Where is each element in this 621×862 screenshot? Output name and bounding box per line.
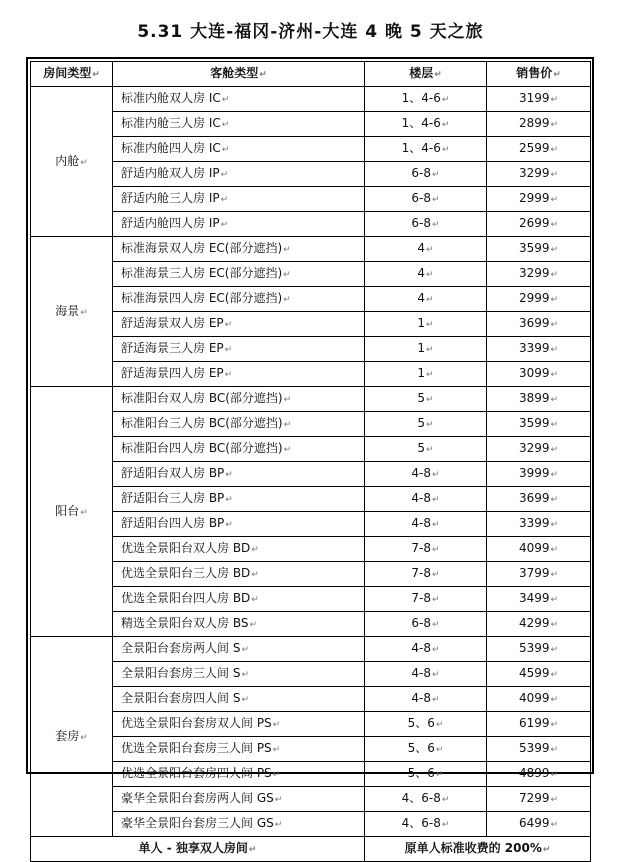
- cabin-type-cell: 标准内舱四人房 IC↵: [113, 137, 365, 162]
- floor-cell: 5、6↵: [365, 762, 487, 787]
- table-row: [31, 337, 591, 362]
- floor-cell: 7-8↵: [365, 537, 487, 562]
- cabin-type-cell: 优选全景阳台三人房 BD↵: [113, 562, 365, 587]
- cabin-type-cell: 全景阳台套房两人间 S↵: [113, 637, 365, 662]
- table-row: [31, 487, 591, 512]
- price-cell: 4599↵: [487, 662, 591, 687]
- price-cell: 3699↵: [487, 312, 591, 337]
- price-cell: 3599↵: [487, 237, 591, 262]
- page-title: 5.31 大连-福冈-济州-大连 4 晚 5 天之旅: [137, 22, 484, 42]
- table-row: [31, 362, 591, 387]
- table-row: [31, 712, 591, 737]
- table-row: [31, 687, 591, 712]
- cabin-type-cell: 标准阳台四人房 BC(部分遮挡)↵: [113, 437, 365, 462]
- price-cell: 3099↵: [487, 362, 591, 387]
- floor-cell: 4↵: [365, 262, 487, 287]
- floor-cell: 4-8↵: [365, 487, 487, 512]
- floor-cell: 5、6↵: [365, 737, 487, 762]
- header-floor: 楼层↵: [365, 62, 487, 87]
- cabin-type-cell: 舒适海景双人房 EP↵: [113, 312, 365, 337]
- footer-value: 原单人标准收费的 200%↵: [365, 837, 591, 862]
- floor-cell: 4-8↵: [365, 462, 487, 487]
- price-cell: 4299↵: [487, 612, 591, 637]
- price-cell: 4899↵: [487, 762, 591, 787]
- floor-cell: 4-8↵: [365, 637, 487, 662]
- floor-cell: 1、4-6↵: [365, 112, 487, 137]
- table-row: [31, 612, 591, 637]
- table-row: [31, 312, 591, 337]
- cabin-type-cell: 舒适海景三人房 EP↵: [113, 337, 365, 362]
- footer-label: 单人 - 独享双人房间↵: [31, 837, 365, 862]
- cabin-type-cell: 优选全景阳台套房三人间 PS↵: [113, 737, 365, 762]
- cabin-type-cell: 豪华全景阳台套房三人间 GS↵: [113, 812, 365, 837]
- price-cell: 5399↵: [487, 637, 591, 662]
- price-cell: 2599↵: [487, 137, 591, 162]
- cabin-type-cell: 舒适阳台双人房 BP↵: [113, 462, 365, 487]
- table-row: [31, 212, 591, 237]
- cabin-type-cell: 精选全景阳台双人房 BS↵: [113, 612, 365, 637]
- cabin-type-cell: 标准海景双人房 EC(部分遮挡)↵: [113, 237, 365, 262]
- table-header-row: [31, 62, 591, 87]
- table-row: [31, 762, 591, 787]
- price-table-frame: [26, 57, 594, 855]
- floor-cell: 6-8↵: [365, 162, 487, 187]
- price-cell: 6499↵: [487, 812, 591, 837]
- table-row: [31, 237, 591, 262]
- price-cell: 2899↵: [487, 112, 591, 137]
- price-cell: 3599↵: [487, 412, 591, 437]
- table-row: [31, 112, 591, 137]
- floor-cell: 5、6↵: [365, 712, 487, 737]
- price-cell: 2699↵: [487, 212, 591, 237]
- cabin-type-cell: 全景阳台套房四人间 S↵: [113, 687, 365, 712]
- price-cell: 2999↵: [487, 187, 591, 212]
- price-cell: 3399↵: [487, 512, 591, 537]
- cabin-type-cell: 舒适阳台四人房 BP↵: [113, 512, 365, 537]
- floor-cell: 4-8↵: [365, 687, 487, 712]
- price-cell: 4099↵: [487, 537, 591, 562]
- floor-cell: 7-8↵: [365, 587, 487, 612]
- room-type-cell: 海景↵: [31, 237, 113, 387]
- cabin-type-cell: 标准阳台双人房 BC(部分遮挡)↵: [113, 387, 365, 412]
- table-body: [31, 87, 591, 837]
- floor-cell: 4、6-8↵: [365, 787, 487, 812]
- header-room-type: 房间类型↵: [31, 62, 113, 87]
- table-row: [31, 537, 591, 562]
- floor-cell: 5↵: [365, 412, 487, 437]
- floor-cell: 1、4-6↵: [365, 137, 487, 162]
- price-cell: 3899↵: [487, 387, 591, 412]
- floor-cell: 5↵: [365, 437, 487, 462]
- cabin-type-cell: 舒适内舱双人房 IP↵: [113, 162, 365, 187]
- cabin-type-cell: 标准阳台三人房 BC(部分遮挡)↵: [113, 412, 365, 437]
- floor-cell: 6-8↵: [365, 612, 487, 637]
- cabin-price-table: [30, 61, 591, 862]
- table-row: [31, 587, 591, 612]
- table-row: [31, 387, 591, 412]
- cabin-type-cell: 标准内舱双人房 IC↵: [113, 87, 365, 112]
- cabin-type-cell: 标准海景四人房 EC(部分遮挡)↵: [113, 287, 365, 312]
- price-cell: 3199↵: [487, 87, 591, 112]
- table-row: [31, 787, 591, 812]
- room-type-cell: 阳台↵: [31, 387, 113, 637]
- table-row: [31, 412, 591, 437]
- table-row: [31, 287, 591, 312]
- header-price: 销售价↵: [487, 62, 591, 87]
- cabin-type-cell: 舒适内舱三人房 IP↵: [113, 187, 365, 212]
- cabin-type-cell: 舒适阳台三人房 BP↵: [113, 487, 365, 512]
- cabin-type-cell: 标准内舱三人房 IC↵: [113, 112, 365, 137]
- floor-cell: 4-8↵: [365, 662, 487, 687]
- price-cell: 3299↵: [487, 437, 591, 462]
- price-cell: 3999↵: [487, 462, 591, 487]
- price-cell: 3299↵: [487, 262, 591, 287]
- price-cell: 3299↵: [487, 162, 591, 187]
- table-row: [31, 737, 591, 762]
- floor-cell: 7-8↵: [365, 562, 487, 587]
- price-cell: 4099↵: [487, 687, 591, 712]
- price-cell: 5399↵: [487, 737, 591, 762]
- price-cell: 2999↵: [487, 287, 591, 312]
- price-cell: 3499↵: [487, 587, 591, 612]
- floor-cell: 4↵: [365, 237, 487, 262]
- cabin-type-cell: 优选全景阳台套房四人间 PS↵: [113, 762, 365, 787]
- cabin-type-cell: 豪华全景阳台套房两人间 GS↵: [113, 787, 365, 812]
- room-type-cell: 内舱↵: [31, 87, 113, 237]
- table-row: [31, 262, 591, 287]
- floor-cell: 4-8↵: [365, 512, 487, 537]
- floor-cell: 5↵: [365, 387, 487, 412]
- floor-cell: 1、4-6↵: [365, 87, 487, 112]
- floor-cell: 1↵: [365, 337, 487, 362]
- table-row: [31, 462, 591, 487]
- table-row: [31, 812, 591, 837]
- table-row: [31, 512, 591, 537]
- footer-row: [31, 837, 591, 862]
- table-row: [31, 662, 591, 687]
- table-row: [31, 437, 591, 462]
- cabin-type-cell: 优选全景阳台四人房 BD↵: [113, 587, 365, 612]
- table-row: [31, 137, 591, 162]
- table-row: [31, 187, 591, 212]
- table-row: [31, 637, 591, 662]
- cabin-type-cell: 优选全景阳台套房双人间 PS↵: [113, 712, 365, 737]
- cabin-type-cell: 舒适内舱四人房 IP↵: [113, 212, 365, 237]
- floor-cell: 1↵: [365, 362, 487, 387]
- price-cell: 3399↵: [487, 337, 591, 362]
- floor-cell: 6-8↵: [365, 212, 487, 237]
- price-cell: 3799↵: [487, 562, 591, 587]
- price-cell: 7299↵: [487, 787, 591, 812]
- cabin-type-cell: 标准海景三人房 EC(部分遮挡)↵: [113, 262, 365, 287]
- header-cabin-type: 客舱类型↵: [113, 62, 365, 87]
- cabin-type-cell: 全景阳台套房三人间 S↵: [113, 662, 365, 687]
- table-row: [31, 562, 591, 587]
- price-cell: 3699↵: [487, 487, 591, 512]
- floor-cell: 6-8↵: [365, 187, 487, 212]
- cabin-type-cell: 优选全景阳台双人房 BD↵: [113, 537, 365, 562]
- table-row: [31, 87, 591, 112]
- price-cell: 6199↵: [487, 712, 591, 737]
- table-row: [31, 162, 591, 187]
- floor-cell: 4↵: [365, 287, 487, 312]
- cabin-type-cell: 舒适海景四人房 EP↵: [113, 362, 365, 387]
- room-type-cell: 套房↵: [31, 637, 113, 837]
- floor-cell: 1↵: [365, 312, 487, 337]
- floor-cell: 4、6-8↵: [365, 812, 487, 837]
